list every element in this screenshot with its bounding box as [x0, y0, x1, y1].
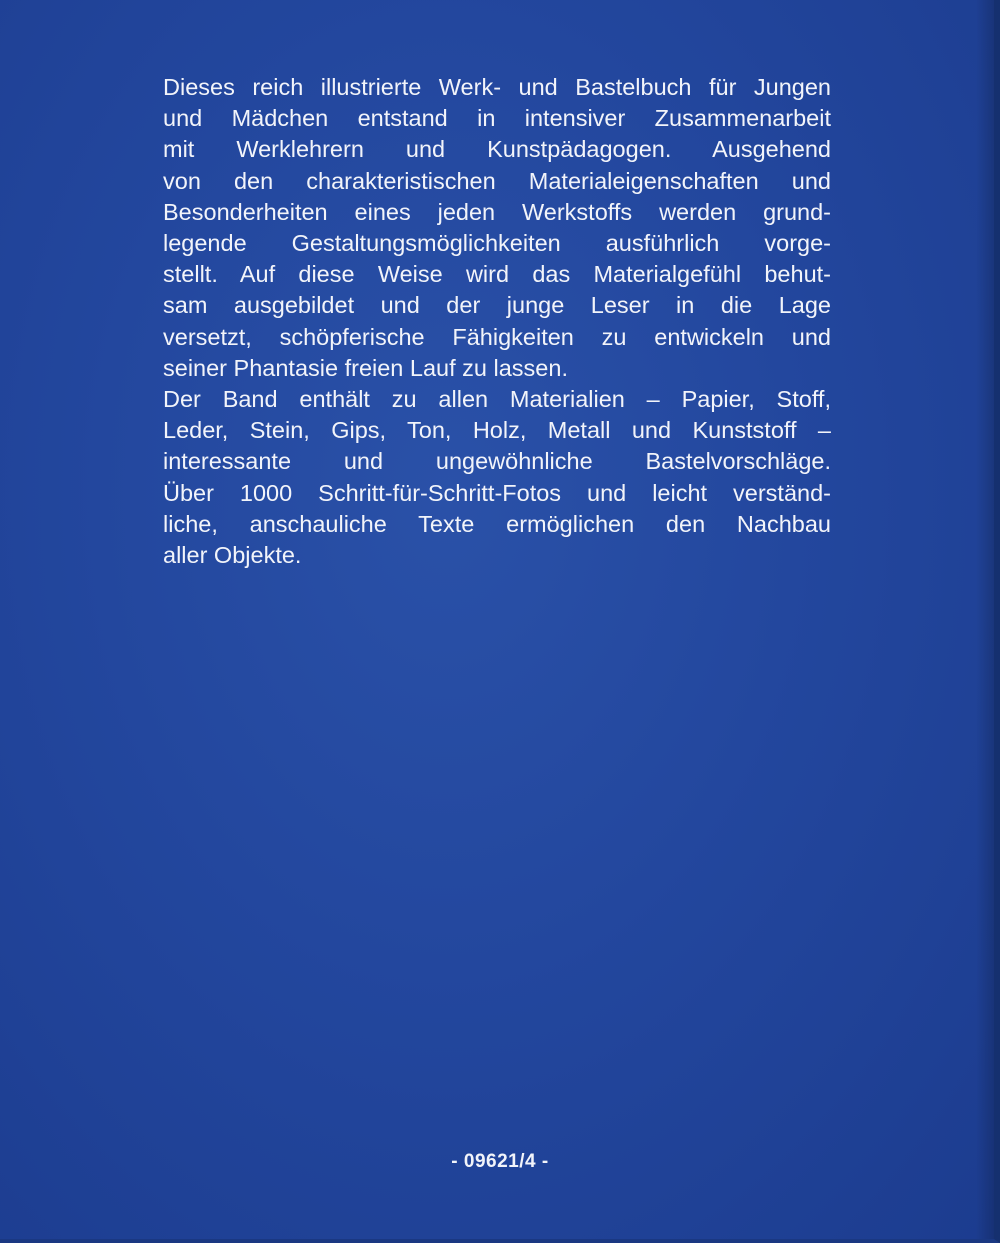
blurb-line: Über 1000 Schritt-für-Schritt-Fotos und leicht verständ-: [163, 479, 831, 506]
catalog-number: - 09621/4 -: [451, 1151, 549, 1172]
blurb-line: seiner Phantasie freien Lauf zu lassen.: [163, 354, 568, 381]
spine-edge-shadow: [976, 0, 994, 1243]
blurb-line: und Mädchen entstand in intensiver Zusammenarbeit: [163, 105, 831, 132]
blurb-line: legende Gestaltungsmöglichkeiten ausführlich vorge-: [163, 230, 831, 257]
blurb-line: von den charakteristischen Materialeigenschaften und: [163, 167, 831, 194]
blurb-line: stellt. Auf diese Weise wird das Materialgefühl behut-: [163, 261, 831, 288]
blurb-line: versetzt, schöpferische Fähigkeiten zu entwickeln und: [163, 323, 831, 350]
blurb-line: liche, anschauliche Texte ermöglichen den Nachbau: [163, 510, 831, 537]
blurb-line: sam ausgebildet und der junge Leser in die Lage: [163, 292, 831, 319]
blurb-line: interessante und ungewöhnliche Bastelvorschläge.: [163, 448, 831, 475]
blurb-line: Der Band enthält zu allen Materialien – Papier, Stoff,: [163, 386, 831, 413]
blurb-line: aller Objekte.: [163, 542, 302, 569]
blurb-line: Dieses reich illustrierte Werk- und Bastelbuch für Jungen: [163, 74, 831, 100]
blurb-line: Leder, Stein, Gips, Ton, Holz, Metall und Kunststoff –: [163, 417, 831, 444]
blurb-text: [163, 72, 831, 571]
blurb-line: mit Werklehrern und Kunstpädagogen. Ausgehend: [163, 136, 831, 163]
blurb-line: Besonderheiten eines jeden Werkstoffs werden grund-: [163, 198, 831, 225]
